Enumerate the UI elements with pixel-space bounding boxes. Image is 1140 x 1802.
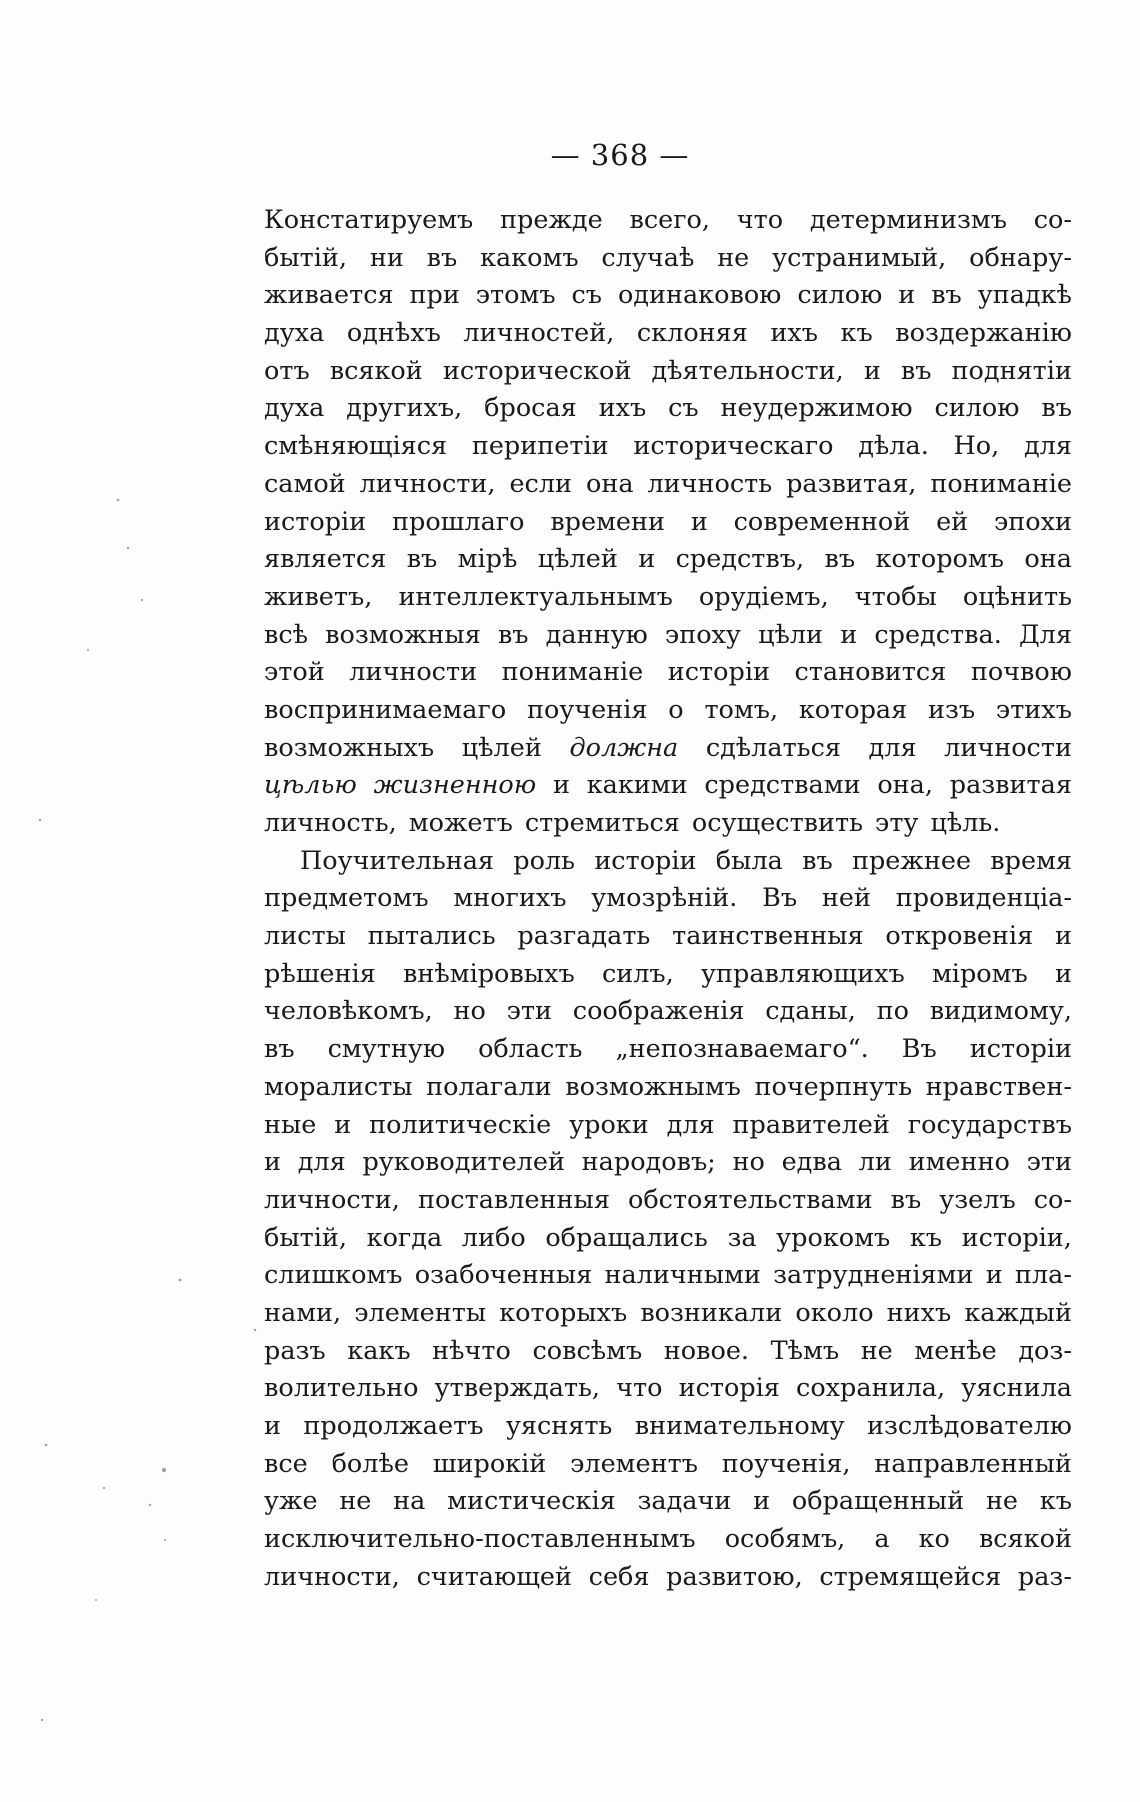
word: изъ: [928, 694, 976, 725]
word: уроки: [569, 1109, 649, 1140]
word: внѣміровыхъ: [403, 958, 575, 989]
word: озабоченныя: [414, 1260, 593, 1291]
text-line: [264, 1408, 1072, 1446]
word: направленный: [874, 1448, 1072, 1479]
word: нравствен-: [925, 1071, 1072, 1102]
text-line: [264, 504, 1072, 542]
word: въ: [802, 845, 833, 876]
text-line: [264, 843, 1072, 881]
word: обращались: [545, 1222, 708, 1253]
word: уяснять: [505, 1411, 613, 1441]
word: всѣ: [264, 619, 309, 650]
word: всего,: [629, 205, 711, 235]
text-line: [264, 1031, 1072, 1069]
word: этихъ: [995, 694, 1072, 725]
italic-word: цѣлью: [264, 770, 357, 801]
word: элементъ: [570, 1448, 698, 1479]
text-line: [264, 202, 1072, 240]
word: изслѣдователю: [867, 1411, 1072, 1441]
word: не: [339, 1486, 372, 1517]
word: личности,: [264, 1184, 400, 1215]
word: о: [668, 694, 684, 725]
word: и: [863, 355, 881, 386]
word: она: [1024, 544, 1072, 575]
word: прежнее: [851, 845, 972, 876]
word: по: [876, 996, 909, 1027]
word: со-: [1033, 205, 1072, 235]
word: цѣлей: [537, 544, 618, 575]
word: которая: [798, 694, 908, 725]
word: какъ: [347, 1335, 411, 1366]
word: эпохи: [993, 506, 1072, 537]
word: случаѣ: [601, 242, 695, 273]
word: исторической: [442, 355, 632, 386]
word: ни: [369, 242, 404, 273]
word: возможныхъ: [264, 732, 435, 763]
word: мірѣ: [457, 544, 518, 575]
word: ко: [918, 1524, 950, 1555]
word: пониманіе: [930, 468, 1072, 499]
word: какими: [586, 770, 688, 801]
word: едва: [781, 1147, 842, 1178]
word: умозрѣній.: [591, 883, 738, 914]
word: и: [753, 1486, 771, 1517]
word: правителей: [732, 1109, 890, 1140]
text-line: [264, 579, 1072, 617]
text-line: [264, 1220, 1072, 1258]
word: какомъ: [480, 242, 579, 273]
word: въ: [890, 1184, 922, 1215]
word: почерпнуть: [754, 1071, 913, 1102]
word: соображенія: [572, 996, 745, 1027]
word: „непознаваемаго“.: [615, 1034, 869, 1065]
word: въ: [426, 242, 458, 273]
text-line: [264, 1182, 1072, 1220]
word: исторіи,: [961, 1222, 1072, 1253]
word: въ: [264, 1034, 295, 1065]
word: эти: [1026, 1147, 1072, 1178]
text-line: [264, 315, 1072, 353]
word: обнару-: [969, 242, 1072, 273]
word: и: [898, 280, 916, 311]
word: эпоху: [664, 619, 741, 650]
word: внимательному: [634, 1411, 845, 1441]
word: чтобы: [854, 581, 937, 612]
word: въ: [1041, 393, 1072, 424]
word: однѣхъ: [346, 318, 441, 349]
word: детерминизмъ: [809, 205, 1007, 235]
word: нами,: [264, 1297, 342, 1328]
word: уяснила: [961, 1373, 1072, 1404]
word: предметомъ: [264, 883, 429, 914]
word: самой: [264, 468, 346, 499]
word: народовъ;: [581, 1147, 716, 1178]
word: она: [585, 468, 634, 499]
word: развитая: [949, 770, 1072, 801]
word: съ: [668, 393, 699, 424]
word: Констатируемъ: [264, 205, 474, 235]
word: именно: [908, 1147, 1010, 1178]
word: пониманіе: [501, 657, 644, 688]
word: при: [409, 280, 460, 311]
word: Въ: [762, 883, 798, 914]
word: уже: [264, 1486, 318, 1517]
word: со-: [1033, 1184, 1072, 1215]
word: узелъ: [939, 1184, 1016, 1215]
word: если: [509, 468, 573, 499]
text-line: [264, 956, 1072, 994]
word: утверждать,: [434, 1373, 601, 1404]
word: Для: [1018, 619, 1072, 650]
word: дѣятельности,: [651, 355, 844, 386]
word: силою: [797, 280, 883, 311]
word: исторіи: [264, 506, 367, 537]
word: волительно: [264, 1373, 419, 1404]
word: рѣшенія: [264, 958, 376, 989]
word: элементы: [354, 1297, 487, 1328]
text-line: [264, 654, 1072, 692]
word: время: [990, 845, 1072, 876]
word: листы: [264, 921, 346, 952]
word: она,: [877, 770, 933, 801]
text-line: [264, 1521, 1072, 1559]
word: осуществить: [691, 808, 864, 838]
word: что: [736, 205, 784, 235]
word: въ: [406, 544, 438, 575]
word: данную: [545, 619, 648, 650]
word: но: [732, 1147, 765, 1178]
word: въ: [900, 355, 932, 386]
word: и: [840, 619, 858, 650]
word: управляющихъ: [701, 958, 905, 989]
word: нихъ: [886, 1297, 952, 1328]
word: Въ: [901, 1034, 937, 1065]
word: менѣе: [914, 1335, 997, 1366]
word: всякой: [978, 1524, 1072, 1555]
word: совсѣмъ: [532, 1335, 643, 1366]
word: исторіи: [969, 1034, 1072, 1065]
word: почвою: [970, 657, 1072, 688]
word: мистическія: [447, 1486, 616, 1517]
word: средства.: [874, 619, 1002, 650]
text-line: [264, 1370, 1072, 1408]
word: слишкомъ: [264, 1260, 403, 1291]
word: поднятіи: [951, 355, 1072, 386]
word: томъ,: [704, 694, 779, 725]
word: видимому,: [929, 996, 1072, 1027]
word: одинаковою: [617, 280, 782, 311]
word: дѣла.: [858, 431, 929, 462]
italic-word: жизненною: [373, 770, 537, 801]
word: ей: [936, 506, 969, 537]
word: затрудненіями: [773, 1260, 974, 1291]
word: задачи: [637, 1486, 732, 1517]
word: и: [1054, 958, 1072, 989]
word: для: [666, 1109, 715, 1140]
word: Поучительная: [300, 845, 495, 876]
word: пытались: [367, 921, 496, 952]
word: на: [393, 1486, 426, 1517]
text-line: [264, 1483, 1072, 1521]
word: откровенія: [885, 921, 1034, 952]
word: отъ: [264, 355, 310, 386]
text-line: [264, 617, 1072, 655]
word: доз-: [1018, 1335, 1072, 1366]
text-line: [264, 1069, 1072, 1107]
word: міромъ: [931, 958, 1028, 989]
word: руководителей: [362, 1147, 565, 1178]
word: силъ,: [601, 958, 674, 989]
word: поученія,: [721, 1448, 851, 1479]
word: и: [1054, 921, 1072, 952]
word: широкій: [432, 1448, 547, 1479]
text-line: [264, 428, 1072, 466]
word: склоняя: [636, 318, 748, 349]
word: для: [1023, 431, 1072, 462]
word: средствами: [704, 770, 861, 801]
word: пла-: [1014, 1260, 1072, 1291]
word: къ: [1039, 1486, 1072, 1517]
text-line: [264, 1257, 1072, 1295]
word: цѣлей: [461, 732, 542, 763]
word: таинственныя: [672, 921, 864, 952]
word: и: [552, 770, 570, 801]
word: сданы,: [765, 996, 856, 1027]
word: не: [985, 1486, 1019, 1517]
word: личности,: [359, 468, 496, 499]
text-line: [264, 1559, 1072, 1597]
word: личность,: [264, 808, 397, 838]
word: этомъ: [475, 280, 556, 311]
word: ней: [821, 883, 871, 914]
word: и: [334, 1109, 352, 1140]
word: человѣкомъ,: [264, 996, 433, 1027]
word: ные: [264, 1109, 317, 1140]
text-line: [264, 692, 1072, 730]
word: все: [264, 1448, 308, 1479]
word: бытій,: [264, 242, 348, 273]
word: исключительно-поставленнымъ: [264, 1524, 696, 1555]
word: исторія: [678, 1373, 780, 1404]
word: не: [860, 1335, 893, 1366]
word: возможнымъ: [565, 1071, 741, 1102]
word: каждый: [964, 1297, 1072, 1328]
word: разъ: [264, 1335, 326, 1366]
word: нѣчто: [432, 1335, 511, 1366]
word: раз-: [1017, 1561, 1072, 1592]
word: не: [717, 242, 750, 273]
text-line: [264, 918, 1072, 956]
text-line: [264, 240, 1072, 278]
text-line: [264, 767, 1072, 805]
word: стремящейся: [819, 1561, 1002, 1592]
word: орудіемъ,: [698, 581, 829, 612]
word: оцѣнить: [962, 581, 1072, 612]
word: ихъ: [598, 393, 647, 424]
word: развитою,: [666, 1561, 803, 1592]
word: для: [297, 1147, 346, 1178]
word: которыхъ: [499, 1297, 628, 1328]
word: прошлаго: [392, 506, 525, 537]
word: сдѣлаться: [705, 732, 841, 763]
body-text: [264, 202, 1072, 1596]
word: роль: [513, 845, 576, 876]
word: около: [795, 1297, 874, 1328]
word: была: [715, 845, 783, 876]
word: личности: [944, 732, 1072, 763]
word: исторіи: [594, 845, 697, 876]
word: но: [453, 996, 486, 1027]
word: современной: [733, 506, 911, 537]
word: обстоятельствами: [627, 1184, 873, 1215]
word: можетъ: [408, 808, 513, 838]
word: многихъ: [453, 883, 567, 914]
word: смутную: [327, 1034, 446, 1065]
word: воздержанію: [895, 318, 1072, 349]
word: историческаго: [633, 431, 834, 462]
word: развитая,: [786, 468, 917, 499]
word: личности,: [264, 1561, 400, 1592]
word: въ: [931, 280, 962, 311]
word: съ: [571, 280, 603, 311]
word: духа: [264, 318, 325, 349]
text-line: [264, 466, 1072, 504]
text-line: [264, 1144, 1072, 1182]
word: всякой: [329, 355, 423, 386]
word: духа: [264, 393, 325, 424]
word: бросая: [484, 393, 577, 424]
word: въ: [824, 544, 856, 575]
word: возникали: [640, 1297, 783, 1328]
word: поставленныя: [417, 1184, 610, 1215]
word: политическіе: [369, 1109, 552, 1140]
word: живетъ,: [264, 581, 373, 612]
word: воспринимаемаго: [264, 694, 507, 725]
word: ихъ: [770, 318, 818, 349]
text-line: [264, 353, 1072, 391]
word: и: [264, 1147, 281, 1178]
word: времени: [550, 506, 666, 537]
text-line: [264, 1333, 1072, 1371]
word: бытій,: [264, 1222, 348, 1253]
word: устранимый,: [772, 242, 947, 273]
word: продолжаетъ: [303, 1411, 484, 1441]
word: эту: [875, 808, 919, 838]
word: Тѣмъ: [770, 1335, 840, 1366]
word: эти: [506, 996, 553, 1027]
word: провиденціа-: [895, 883, 1072, 914]
word: и: [264, 1411, 281, 1441]
page-number: — 368 —: [550, 138, 690, 172]
word: силою: [934, 393, 1020, 424]
word: а: [874, 1524, 890, 1555]
word: исторіи: [667, 657, 770, 688]
word: государствъ: [907, 1109, 1072, 1140]
word: полагали: [426, 1071, 552, 1102]
word: цѣли: [758, 619, 824, 650]
word: которомъ: [875, 544, 1004, 575]
word: средствъ,: [675, 544, 805, 575]
word: считающей: [416, 1561, 573, 1592]
word: ли: [858, 1147, 892, 1178]
word: для: [868, 732, 917, 763]
word: болѣе: [331, 1448, 409, 1479]
text-line: [264, 993, 1072, 1031]
word: къ: [840, 318, 873, 349]
text-line: [264, 880, 1072, 918]
word: за: [727, 1222, 757, 1253]
word: новое.: [663, 1335, 750, 1366]
word: моралисты: [264, 1071, 413, 1102]
word: возможныя: [325, 619, 481, 650]
word: является: [264, 544, 387, 575]
word: прежде: [500, 205, 603, 235]
word: разгадать: [517, 921, 651, 952]
word: личностей,: [463, 318, 615, 349]
word: либо: [461, 1222, 526, 1253]
text-line: [264, 1295, 1072, 1333]
word: другихъ,: [346, 393, 463, 424]
word: и: [638, 544, 656, 575]
word: этой: [264, 657, 325, 688]
word: личность: [647, 468, 773, 499]
word: къ: [909, 1222, 942, 1253]
word: живается: [264, 280, 394, 311]
word: Но,: [953, 431, 1000, 462]
word: становится: [794, 657, 947, 688]
word: интеллектуальнымъ: [398, 581, 673, 612]
text-line: [264, 1107, 1072, 1145]
text-line: [264, 541, 1072, 579]
word: наличными: [604, 1260, 761, 1291]
word: перипетіи: [471, 431, 609, 462]
word: что: [616, 1373, 663, 1404]
word: область: [478, 1034, 583, 1065]
text-line: [264, 1446, 1072, 1484]
word: цѣль.: [930, 808, 1001, 838]
text-line: [264, 730, 1072, 768]
word: поученія: [526, 694, 648, 725]
word: въ: [497, 619, 529, 650]
word: упадкѣ: [977, 280, 1072, 311]
word: себя: [588, 1561, 650, 1592]
word: и: [690, 506, 708, 537]
word: особямъ,: [724, 1524, 846, 1555]
word: неудержимою: [720, 393, 913, 424]
text-line: [264, 805, 1072, 843]
text-line: [264, 277, 1072, 315]
word: сохранила,: [796, 1373, 946, 1404]
word: урокомъ: [776, 1222, 891, 1253]
word: когда: [366, 1222, 443, 1253]
italic-word: должна: [569, 732, 679, 763]
word: обращенный: [791, 1486, 965, 1517]
word: личности: [349, 657, 478, 688]
word: стремиться: [524, 808, 680, 838]
word: смѣняющіяся: [264, 431, 448, 462]
text-line: [264, 390, 1072, 428]
word: и: [985, 1260, 1003, 1291]
